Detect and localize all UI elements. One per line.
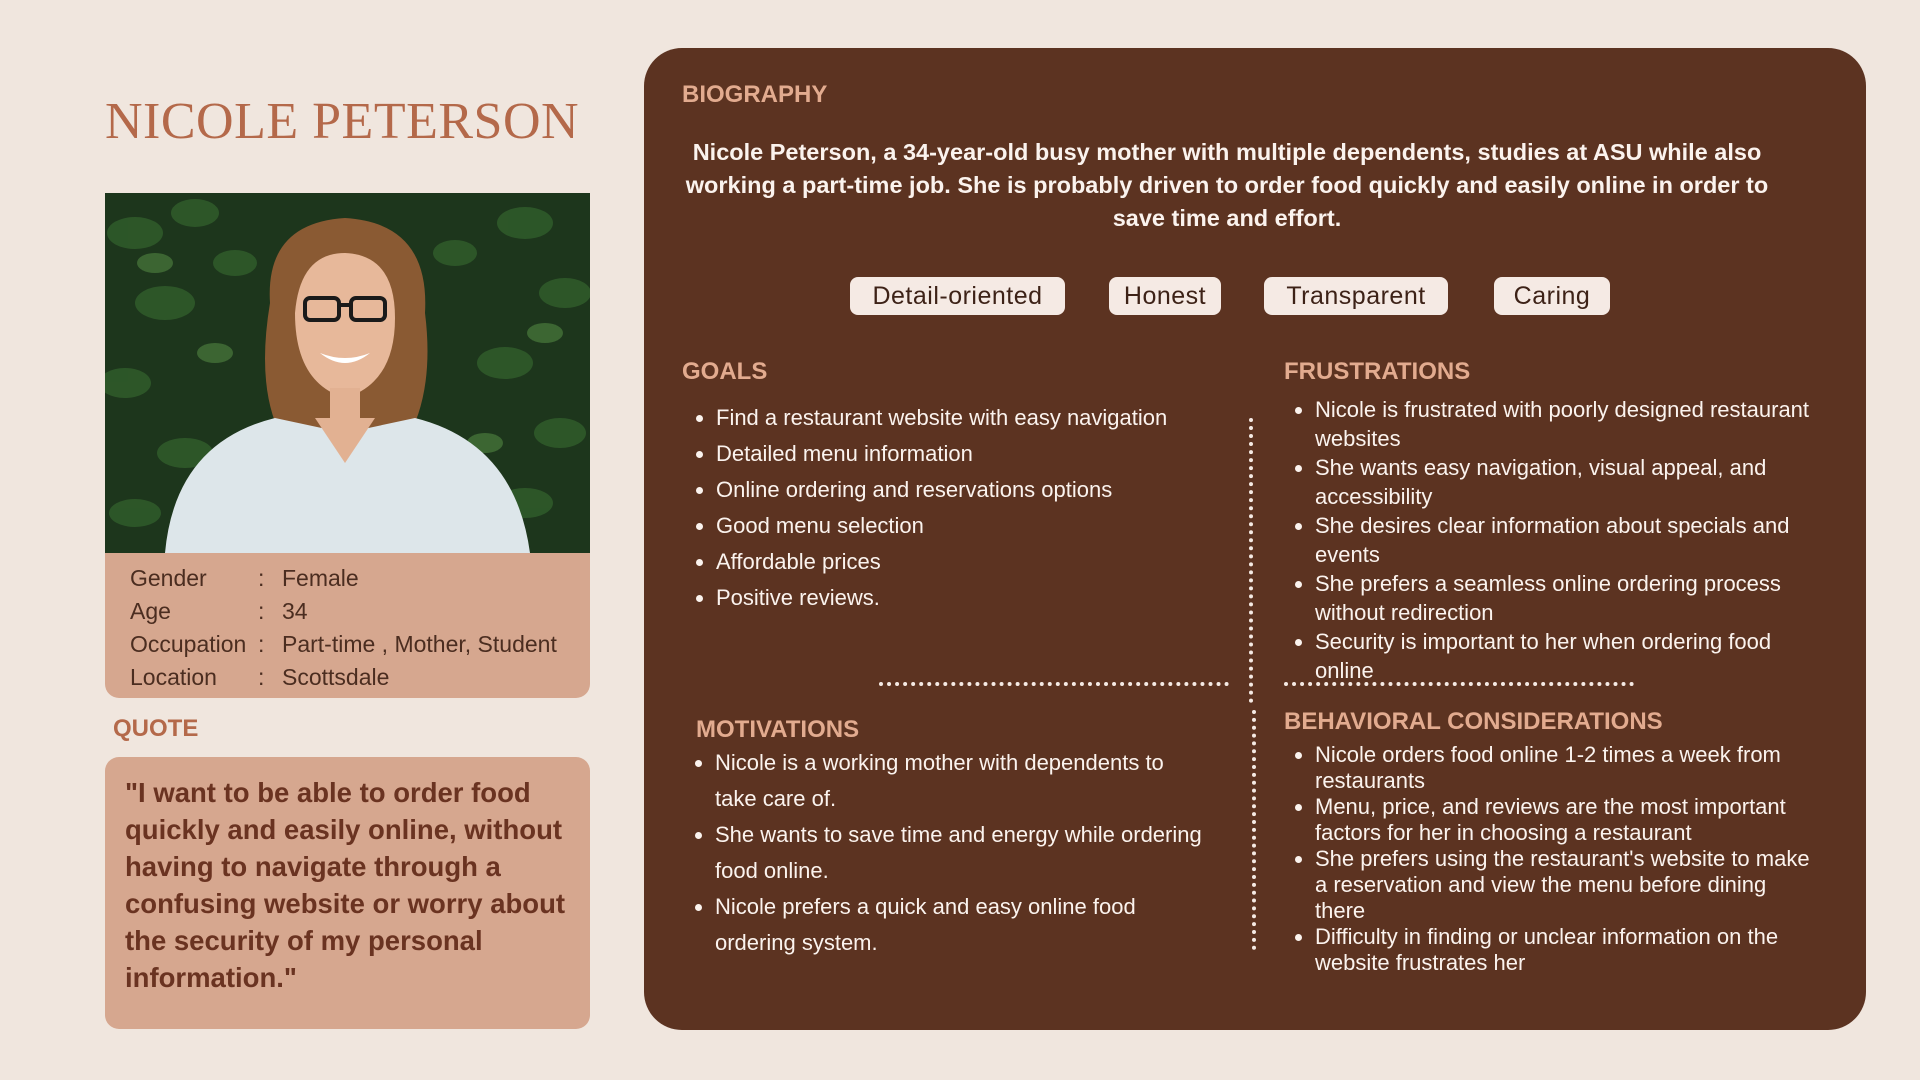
info-value: Part-time , Mother, Student [282,631,557,657]
list-item: Menu, price, and reviews are the most important factors for her in choosing a restaurant [1291,794,1821,846]
list-item: Positive reviews. [692,580,1232,616]
info-key: Age [130,598,171,624]
list-item: Security is important to her when ordering food online [1291,627,1821,685]
list-item: Good menu selection [692,508,1232,544]
info-row-gender [130,562,590,595]
motivations-list [691,745,1211,961]
divider-vertical-bottom [1252,710,1256,950]
frustrations-list [1291,395,1821,685]
list-item: Online ordering and reservations options [692,472,1232,508]
tag-honest: Honest [1109,277,1221,315]
info-key: Gender [130,565,207,591]
list-item: Find a restaurant website with easy navigation [692,400,1232,436]
tag-caring: Caring [1494,277,1610,315]
goals-list [692,400,1232,616]
list-item: She prefers using the restaurant's website to make a reservation and view the menu before dining there [1291,846,1821,924]
persona-photo [105,193,590,553]
list-item: Nicole orders food online 1-2 times a week from restaurants [1291,742,1821,794]
behavioral-considerations-list [1291,742,1821,976]
info-value: Female [282,565,359,591]
persona-name: NICOLE PETERSON [105,93,580,150]
list-item: She desires clear information about specials and events [1291,511,1821,569]
motivations-title: MOTIVATIONS [696,716,860,743]
biography-title: BIOGRAPHY [682,81,828,108]
info-row-occupation [130,628,590,661]
list-item: Nicole is frustrated with poorly designed restaurant websites [1291,395,1821,453]
list-item: She wants easy navigation, visual appeal, and accessibility [1291,453,1821,511]
list-item: She wants to save time and energy while ordering food online. [691,817,1211,889]
list-item: She prefers a seamless online ordering process without redirection [1291,569,1821,627]
list-item: Difficulty in finding or unclear information on the website frustrates her [1291,924,1821,976]
info-separator: : [258,631,265,657]
tag-detail-oriented: Detail-oriented [850,277,1065,315]
tag-transparent: Transparent [1264,277,1448,315]
persona-details-panel [644,48,1866,1030]
list-item: Affordable prices [692,544,1232,580]
list-item: Nicole prefers a quick and easy online food ordering system. [691,889,1211,961]
info-key: Occupation [130,631,247,657]
info-value: Scottsdale [282,664,390,690]
divider-horizontal-right [1284,682,1634,686]
list-item: Detailed menu information [692,436,1232,472]
biography-text: Nicole Peterson, a 34-year-old busy mother with multiple dependents, studies at ASU while also working a part-time job. She is probably driven to order food quickly and easily online in order to save time and effort. [685,139,1769,231]
divider-horizontal-left [879,682,1229,686]
divider-vertical-top [1249,418,1253,703]
info-separator: : [258,598,265,624]
info-row-location [130,661,590,694]
quote-box [105,757,590,1029]
info-separator: : [258,565,265,591]
quote-text: "I want to be able to order food quickly and easily online, without having to navigate through a confusing website or worry about the security of my personal information." [125,777,566,993]
goals-title: GOALS [682,358,768,385]
quote-title: QUOTE [113,715,199,742]
info-key: Location [130,664,217,690]
info-value: 34 [282,598,308,624]
info-separator: : [258,664,265,690]
list-item: Nicole is a working mother with dependents to take care of. [691,745,1211,817]
persona-info-card [105,553,590,698]
info-row-age [130,595,590,628]
frustrations-title: FRUSTRATIONS [1284,358,1471,385]
behavioral-considerations-title: BEHAVIORAL CONSIDERATIONS [1284,708,1663,735]
